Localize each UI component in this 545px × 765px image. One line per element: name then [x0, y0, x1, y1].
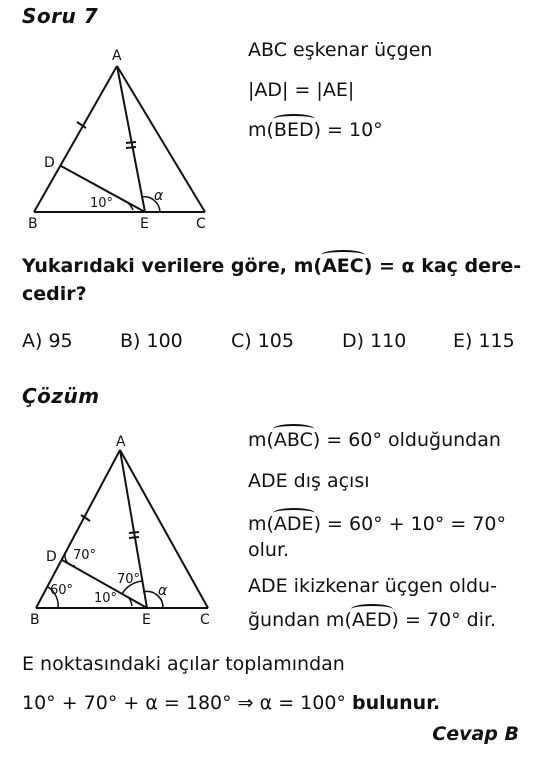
choice-a: A) 95: [22, 330, 73, 352]
solution-line-5: ADE ikizkenar üçgen oldu-: [248, 575, 497, 597]
sol3-angle: ADE: [273, 513, 314, 535]
choice-e: E) 115: [453, 330, 515, 352]
triangle-figure-1: [20, 40, 250, 270]
solution-title: Çözüm: [22, 384, 100, 408]
label-d: D: [44, 155, 55, 171]
given-equilateral: ABC eşkenar üçgen: [248, 39, 433, 61]
triangle-figure-2: [22, 430, 252, 630]
label-a: A: [116, 434, 126, 450]
tick-ae-2: [129, 537, 139, 538]
tick-ae-2: [126, 147, 136, 148]
question-line-1: [22, 254, 521, 278]
label-c: C: [196, 216, 206, 232]
tick-ae-1: [126, 142, 136, 143]
solution-line-4: olur.: [248, 539, 290, 561]
angle-bed-label: 10°: [94, 591, 118, 606]
given-angle-bed: [248, 118, 383, 142]
solution-line-3: [248, 512, 506, 536]
given-angle-name: BED: [273, 119, 314, 141]
angle-d-label: 70°: [73, 548, 97, 563]
angle-alpha-label: α: [158, 583, 168, 599]
solution-line-8: [22, 691, 440, 715]
question-part-a: Yukarıdaki verilere göre, m(: [22, 255, 323, 277]
problem-title: Soru 7: [22, 4, 99, 28]
choice-d: D) 110: [342, 330, 407, 352]
solution-line-1: [248, 428, 501, 452]
given-equal-sides: |AD| = |AE|: [248, 79, 355, 101]
question-line-2: cedir?: [22, 283, 87, 305]
tick-ae-1: [129, 532, 139, 533]
angle-b-label: 60°: [50, 583, 74, 598]
solution-line-6: [248, 608, 496, 632]
label-c: C: [200, 612, 210, 628]
side-ab: [36, 450, 120, 608]
question-part-b: ) = α kaç dere-: [363, 255, 522, 277]
label-a: A: [112, 48, 122, 64]
angle-e-top-label: 70°: [117, 572, 141, 587]
sol3-prefix: m(: [248, 513, 274, 535]
sol1-suffix: ) = 60° olduğundan: [312, 429, 501, 451]
given-angle-suffix: ) = 10°: [313, 119, 383, 141]
solution-line-2: ADE dış açısı: [248, 470, 370, 492]
sol1-prefix: m(: [248, 429, 274, 451]
angle-bed-label: 10°: [90, 196, 114, 211]
sol6-suffix: ) = 70° dir.: [391, 609, 497, 631]
angle-alpha-label: α: [154, 188, 164, 204]
sol3-suffix: ) = 60° + 10° = 70°: [313, 513, 507, 535]
label-e: E: [142, 612, 151, 628]
sol6-prefix: ğundan m(: [248, 609, 352, 631]
answer-label: Cevap B: [432, 723, 519, 745]
sol8-equation: 10° + 70° + α = 180° ⇒ α = 100°: [22, 692, 352, 714]
choice-c: C) 105: [231, 330, 294, 352]
sol1-angle: ABC: [273, 429, 313, 451]
label-d: D: [46, 549, 57, 565]
given-angle-prefix: m(: [248, 119, 274, 141]
label-b: B: [30, 612, 40, 628]
solution-line-7: E noktasındaki açılar toplamından: [22, 653, 345, 675]
sol8-result: bulunur.: [351, 692, 441, 714]
sol6-angle: AED: [351, 609, 392, 631]
choice-b: B) 100: [120, 330, 183, 352]
question-angle: AEC: [322, 255, 364, 277]
label-b: B: [28, 216, 38, 232]
label-e: E: [140, 216, 149, 232]
